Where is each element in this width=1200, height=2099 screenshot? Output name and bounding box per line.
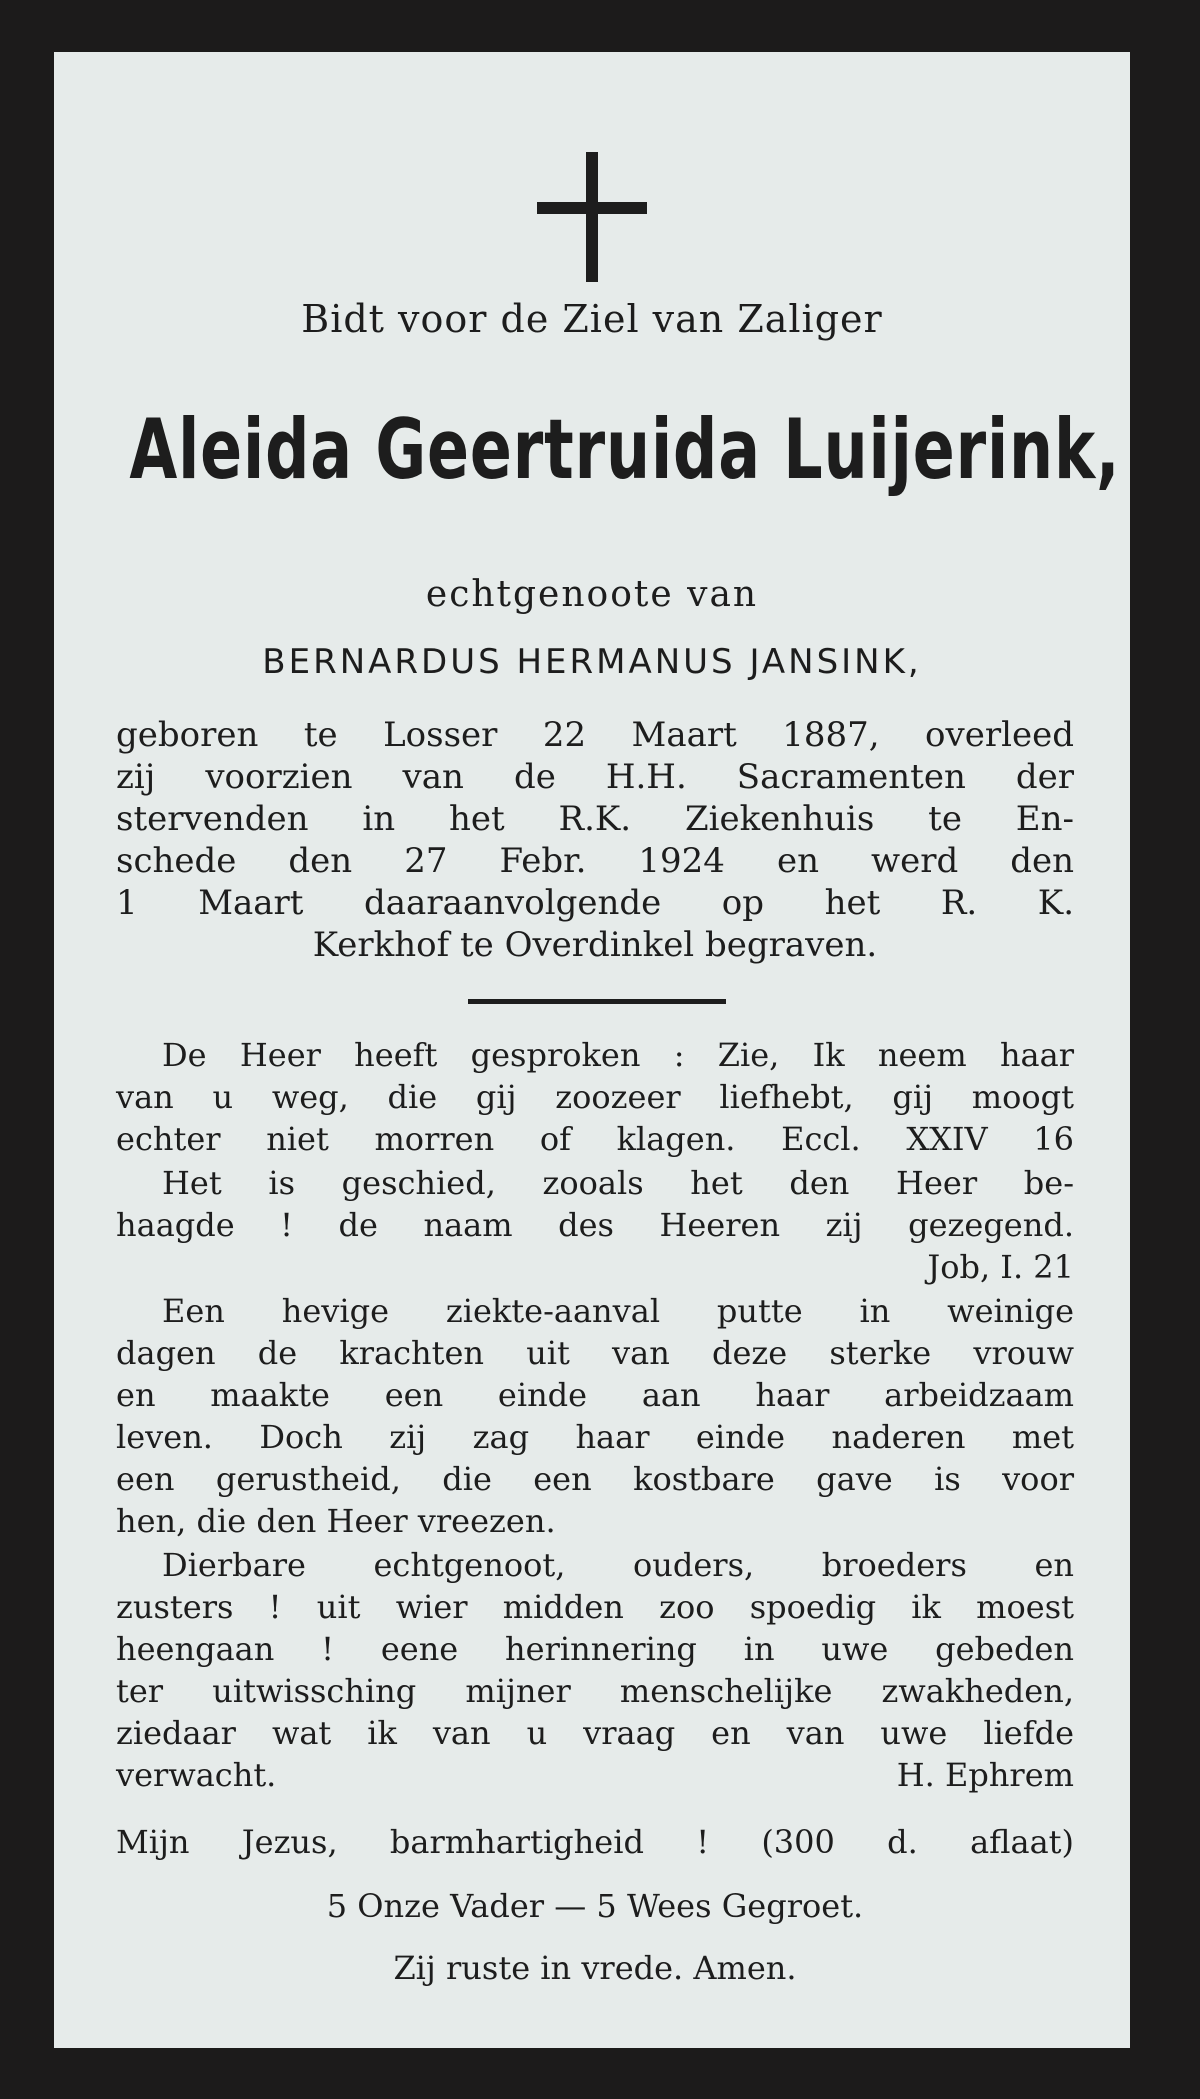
plea-line: ter uitwissching mijner menschelijke zwakheden, [116, 1672, 1074, 1710]
deceased-name: Aleida Geertruida Luijerink, [129, 400, 1121, 498]
prayer-line: Mijn Jezus, barmhartigheid ! (300 d. aflaat) [116, 1823, 1074, 1861]
paragraph-line: leven. Doch zij zag haar einde naderen met [116, 1418, 1074, 1456]
plea-line: ziedaar wat ik van u vraag en van uwe liefde [116, 1714, 1074, 1752]
quote-source: Job, I. 21 [927, 1248, 1074, 1286]
quote-line: Het is geschied, zooals het den Heer be- [162, 1164, 1074, 1202]
closing-line: Zij ruste in vrede. Amen. [393, 1949, 797, 1987]
spouse-name: BERNARDUS HERMANUS JANSINK, [262, 642, 922, 682]
bio-line: zij voorzien van de H.H. Sacramenten der [116, 757, 1074, 797]
bio-line: Kerkhof te Overdinkel begraven. [312, 925, 878, 965]
paragraph-line: dagen de krachten uit van deze sterke vrouw [116, 1334, 1074, 1372]
card-paper [54, 52, 1130, 2048]
paragraph-line: hen, die den Heer vreezen. [116, 1502, 556, 1540]
cross-icon [54, 152, 1130, 282]
bio-line: stervenden in het R.K. Ziekenhuis te En- [116, 799, 1074, 839]
paragraph-line: en maakte een einde aan haar arbeidzaam [116, 1376, 1074, 1414]
bio-line: 1 Maart daaraanvolgende op het R. K. [116, 883, 1074, 923]
quote-line: De Heer heeft gesproken : Zie, Ik neem haar [162, 1036, 1074, 1074]
paragraph-line: Een hevige ziekte-aanval putte in weinige [162, 1292, 1074, 1330]
plea-line: Dierbare echtgenoot, ouders, broeders en [162, 1546, 1074, 1584]
spouse-of-label: echtgenoote van [425, 574, 759, 615]
prayers-count: 5 Onze Vader — 5 Wees Gegroet. [326, 1887, 864, 1925]
plea-line: heengaan ! eene herinnering in uwe gebeden [116, 1630, 1074, 1668]
plea-line: zusters ! uit wier midden zoo spoedig ik moest [116, 1588, 1074, 1626]
quote-line: van u weg, die gij zoozeer liefhebt, gij moogt [116, 1078, 1074, 1116]
plea-source: H. Ephrem [896, 1756, 1074, 1794]
plea-line: verwacht. [116, 1756, 277, 1794]
quote-line: haagde ! de naam des Heeren zij gezegend. [116, 1206, 1074, 1244]
prayer-intro: Bidt voor de Ziel van Zaliger [301, 297, 883, 341]
bio-line: geboren te Losser 22 Maart 1887, overleed [116, 715, 1074, 755]
paragraph-line: een gerustheid, die een kostbare gave is voor [116, 1460, 1074, 1498]
quote-line: echter niet morren of klagen. Eccl. XXIV 16 [116, 1120, 1074, 1158]
bio-line: schede den 27 Febr. 1924 en werd den [116, 841, 1074, 881]
divider [468, 999, 726, 1004]
